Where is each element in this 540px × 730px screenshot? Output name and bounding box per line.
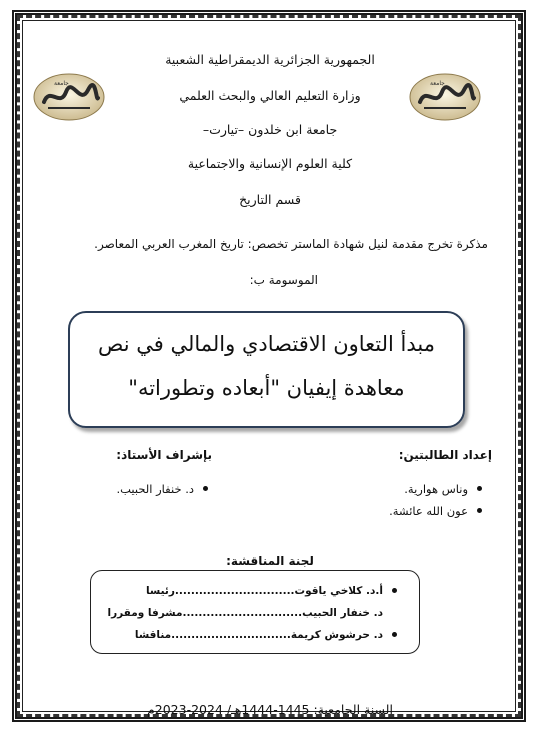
list-item [389,502,484,524]
supervisor-list [116,480,210,502]
supervisor-heading: بإشراف الأستاذ: [116,448,212,462]
logo-caption-right: جامعة [430,80,445,87]
university-name: جامعة ابن خلدون –تيارت– [202,122,338,137]
bullet [392,632,397,637]
committee-box [90,570,420,654]
student-name: وناس هوارية. [404,482,468,496]
bullet [203,486,208,491]
list-item [108,627,398,649]
list-item [116,480,210,502]
thesis-title-line1: مبدأ التعاون الاقتصادي والمالي في نص [98,332,435,356]
committee-member: د. خنفار الحبيب..............................مشرفا ومقررا [107,607,383,619]
academic-year: السنة الجامعية: 1445-1444هـ/ 2024-2023م [147,702,393,717]
committee-list [108,583,398,649]
bullet [477,508,482,513]
bullet [392,588,397,593]
list-item [108,583,398,605]
republic-name: الجمهورية الجزائرية الديمقراطية الشعبية [165,52,375,67]
thesis-title-line2: معاهدة إيفيان "أبعاده وتطوراته" [128,376,405,400]
supervisor-name: د. خنفار الحبيب. [116,482,194,496]
thesis-title-box [68,311,465,428]
presented-label: الموسومة ب: [249,273,318,287]
committee-member: د. حرشوش كريمة..............................مناقشا [134,629,383,641]
students-list [389,480,484,524]
department-name: قسم التاريخ [239,192,301,207]
list-item [108,605,398,627]
faculty-name: كلية العلوم الإنسانية والاجتماعية [187,156,353,171]
list-item [389,480,484,502]
student-name: عون الله عائشة. [389,504,468,518]
ministry-name: وزارة التعليم العالي والبحث العلمي [179,88,361,103]
committee-heading: لجنة المناقشة: [226,554,314,568]
committee-member: أ.د. كلاخي ياقوت..............................رئيسا [145,585,383,597]
thesis-note: مذكرة تخرج مقدمة لنيل شهادة الماستر تخصص: تاريخ المغرب العربي المعاصر. [94,237,488,251]
logo-caption-left: جامعة [54,80,69,87]
students-heading: إعداد الطالبتين: [398,448,492,462]
bullet [477,486,482,491]
